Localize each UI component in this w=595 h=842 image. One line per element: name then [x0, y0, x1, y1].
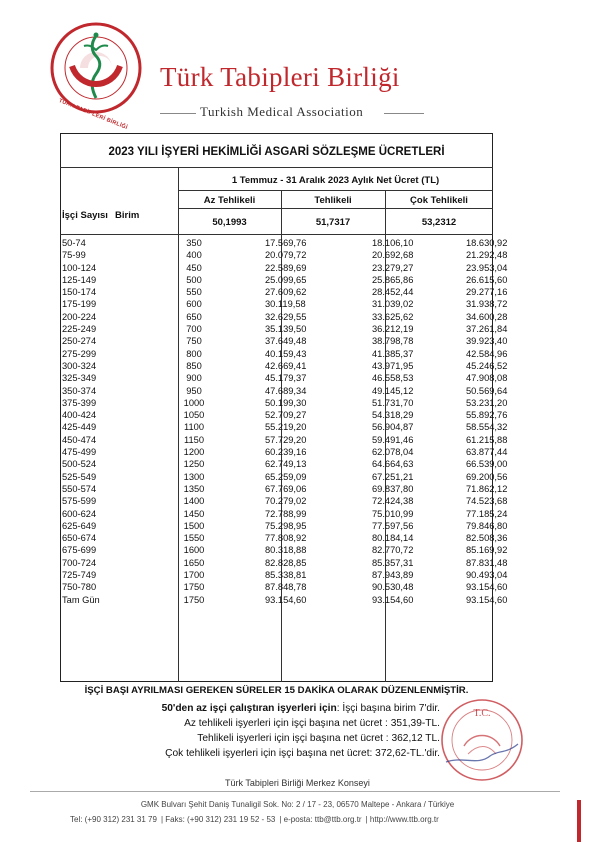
fee-table-body — [60, 237, 508, 606]
table-row — [60, 581, 508, 593]
table-row — [60, 286, 508, 298]
unit-cell: 400 — [186, 250, 202, 261]
worker-range-cell: 200-224 — [62, 311, 97, 322]
cok-tehlikeli-fee-cell: 85.169,92 — [466, 545, 508, 556]
table-row — [60, 520, 508, 532]
worker-range-cell: 500-524 — [62, 459, 97, 470]
worker-range-cell: 75-99 — [62, 250, 86, 261]
footer-contact: Tel: (+90 312) 231 31 79 | Faks: (+90 312) 231 19 52 - 53 | e-posta: ttb@ttb.org.tr | http://www.ttb.org.tr — [70, 815, 439, 824]
az-tehlikeli-fee-cell: 75.298,95 — [265, 520, 307, 531]
az-tehlikeli-fee-cell: 70.279,02 — [265, 496, 307, 507]
tehlikeli-fee-cell: 75.010,99 — [372, 508, 414, 519]
table-row — [60, 360, 508, 372]
footer-title: Türk Tabipleri Birliği Merkez Konseyi — [225, 778, 370, 788]
az-tehlikeli-fee-cell: 22.589,69 — [265, 262, 307, 273]
unit-cell: 700 — [186, 324, 202, 335]
notes-block — [60, 701, 440, 761]
unit-cell: 850 — [186, 360, 202, 371]
az-tehlikeli-fee-cell: 25.099,65 — [265, 274, 307, 285]
worker-range-cell: 175-199 — [62, 299, 97, 310]
cok-tehlikeli-fee-cell: 29.277,16 — [466, 287, 508, 298]
az-tehlikeli-fee-cell: 67.769,06 — [265, 483, 307, 494]
cok-tehlikeli-fee-cell: 63.877,44 — [466, 447, 508, 458]
table-row — [60, 471, 508, 483]
divider — [178, 190, 493, 191]
cok-tehlikeli-fee-cell: 71.862,12 — [466, 483, 508, 494]
table-row — [60, 532, 508, 544]
duration-footnote: İŞÇİ BAŞI AYRILMASI GEREKEN SÜRELER 15 DAKİKA OLARAK DÜZENLENMİŞTİR. — [84, 685, 469, 696]
footer-address: GMK Bulvarı Şehit Daniş Tunaligil Sok. No: 2 / 17 - 23, 06570 Maltepe - Ankara / Türkiye — [140, 800, 455, 809]
note-cok-tehlikeli: Çok tehlikeli işyerleri için işçi başına net ücret: 372,62-TL.'dir. — [165, 748, 440, 759]
table-row — [60, 262, 508, 274]
unit-cell: 800 — [186, 348, 202, 359]
worker-range-cell: 275-299 — [62, 348, 97, 359]
cok-tehlikeli-fee-cell: 82.508,36 — [466, 533, 508, 544]
az-tehlikeli-fee-cell: 80.318,88 — [265, 545, 307, 556]
worker-range-cell: 700-724 — [62, 557, 97, 568]
unit-cell: 900 — [186, 373, 202, 384]
tehlikeli-fee-cell: 56.904,87 — [372, 422, 414, 433]
divider — [178, 208, 493, 209]
cok-tehlikeli-header: Çok Tehlikeli — [410, 195, 468, 206]
table-row — [60, 335, 508, 347]
tehlikeli-fee-cell: 20.692,68 — [372, 250, 414, 261]
az-tehlikeli-fee-cell: 37.649,48 — [265, 336, 307, 347]
tehlikeli-fee-cell: 41.385,37 — [372, 348, 414, 359]
az-tehlikeli-fee-cell: 87.848,78 — [265, 582, 307, 593]
table-row — [60, 323, 508, 335]
tehlikeli-fee-cell: 59.491,46 — [372, 434, 414, 445]
unit-cell: 600 — [186, 299, 202, 310]
table-row — [60, 557, 508, 569]
tehlikeli-fee-cell: 33.625,62 — [372, 311, 414, 322]
unit-cell: 1150 — [184, 434, 204, 445]
unit-cell: 950 — [186, 385, 202, 396]
worker-range-cell: 450-474 — [62, 434, 97, 445]
document-title: 2023 YILI İŞYERİ HEKİMLİĞİ ASGARİ SÖZLEŞME ÜCRETLERİ — [108, 146, 445, 158]
cok-tehlikeli-fee-cell: 53.231,20 — [466, 397, 508, 408]
table-row — [60, 372, 508, 384]
az-tehlikeli-fee-cell: 77.808,92 — [265, 533, 307, 544]
table-row — [60, 385, 508, 397]
footer-web[interactable]: http://www.ttb.org.tr — [369, 815, 439, 824]
az-tehlikeli-fee-cell: 27.609,62 — [265, 287, 307, 298]
unit-cell: 1100 — [184, 422, 204, 433]
cok-tehlikeli-fee-cell: 93.154,60 — [466, 582, 508, 593]
az-tehlikeli-fee-cell: 57.729,20 — [265, 434, 307, 445]
unit-cell: 1300 — [183, 471, 205, 482]
cok-tehlikeli-fee-cell: 55.892,76 — [466, 410, 508, 421]
worker-range-cell: 125-149 — [62, 274, 97, 285]
table-row — [60, 274, 508, 286]
worker-range-cell: 350-374 — [62, 385, 97, 396]
worker-range-cell: 650-674 — [62, 533, 97, 544]
cok-tehlikeli-fee-cell: 42.584,96 — [466, 348, 508, 359]
worker-range-cell: 675-699 — [62, 545, 97, 556]
table-row — [60, 508, 508, 520]
footer-email[interactable]: e-posta: ttb@ttb.org.tr — [283, 815, 362, 824]
unit-cell: 1600 — [183, 545, 205, 556]
unit-cell: 1650 — [183, 557, 205, 568]
table-row — [60, 594, 508, 606]
cok-tehlikeli-fee-cell: 66.539,00 — [466, 459, 508, 470]
unit-cell: 550 — [186, 287, 202, 298]
az-tehlikeli-fee-cell: 47.689,34 — [265, 385, 307, 396]
tehlikeli-fee-cell: 64.664,63 — [372, 459, 414, 470]
unit-cell: 1500 — [183, 520, 205, 531]
cok-tehlikeli-fee-cell: 77.185,24 — [466, 508, 508, 519]
tehlikeli-fee-cell: 87.943,89 — [372, 570, 414, 581]
az-tehlikeli-fee-cell: 50.199,30 — [265, 397, 307, 408]
tehlikeli-fee-cell: 25.865,86 — [372, 274, 414, 285]
tehlikeli-fee-cell: 85.357,31 — [372, 557, 414, 568]
cok-tehlikeli-coefficient: 53,2312 — [421, 217, 457, 228]
worker-range-cell: 375-399 — [62, 397, 97, 408]
worker-range-cell: 475-499 — [62, 447, 97, 458]
tehlikeli-coefficient: 51,7317 — [315, 217, 351, 228]
unit-cell: 1250 — [183, 459, 205, 470]
unit-cell: 1050 — [183, 410, 205, 421]
az-tehlikeli-fee-cell: 17.569,76 — [265, 238, 307, 248]
worker-range-cell: 50-74 — [62, 238, 86, 248]
tehlikeli-fee-cell: 43.971,95 — [372, 360, 414, 371]
cok-tehlikeli-fee-cell: 61.215,88 — [466, 434, 508, 445]
cok-tehlikeli-fee-cell: 23.953,04 — [466, 262, 508, 273]
worker-range-cell: Tam Gün — [62, 594, 100, 605]
table-row — [60, 348, 508, 360]
unit-cell: 450 — [186, 262, 202, 273]
az-tehlikeli-fee-cell: 55.219,20 — [265, 422, 307, 433]
az-tehlikeli-fee-cell: 93.154,60 — [265, 594, 307, 605]
tehlikeli-fee-cell: 54.318,29 — [372, 410, 414, 421]
table-row — [60, 569, 508, 581]
worker-range-cell: 400-424 — [62, 410, 97, 421]
worker-range-cell: 225-249 — [62, 324, 97, 335]
az-tehlikeli-fee-cell: 30.119,58 — [265, 299, 306, 310]
table-row — [60, 434, 508, 446]
tehlikeli-fee-cell: 23.279,27 — [372, 262, 414, 273]
unit-cell: 350 — [186, 238, 202, 248]
unit-cell: 1750 — [183, 594, 205, 605]
cok-tehlikeli-fee-cell: 79.846,80 — [466, 520, 508, 531]
table-row — [60, 458, 508, 470]
unit-cell: 650 — [186, 311, 202, 322]
az-tehlikeli-fee-cell: 52.709,27 — [265, 410, 307, 421]
az-tehlikeli-fee-cell: 60.239,16 — [265, 447, 307, 458]
tehlikeli-fee-cell: 31.039,02 — [372, 299, 414, 310]
tehlikeli-fee-cell: 90.530,48 — [372, 582, 414, 593]
az-tehlikeli-fee-cell: 85.338,81 — [265, 570, 307, 581]
org-subtitle: Turkish Medical Association — [200, 104, 364, 119]
az-tehlikeli-fee-cell: 62.749,13 — [265, 459, 307, 470]
cok-tehlikeli-fee-cell: 50.569,64 — [466, 385, 508, 396]
tehlikeli-fee-cell: 77.597,56 — [372, 520, 414, 531]
unit-cell: 750 — [186, 336, 202, 347]
worker-range-cell: 300-324 — [62, 360, 97, 371]
tehlikeli-fee-cell: 49.145,12 — [372, 385, 414, 396]
worker-range-cell: 150-174 — [62, 287, 97, 298]
cok-tehlikeli-fee-cell: 34.600,28 — [466, 311, 508, 322]
table-row — [60, 397, 508, 409]
az-tehlikeli-fee-cell: 42.669,41 — [265, 360, 307, 371]
unit-cell: 1700 — [183, 570, 205, 581]
footer-phone: Tel: (+90 312) 231 31 79 — [70, 815, 157, 824]
org-name: Türk Tabipleri Birliği — [160, 62, 400, 92]
az-tehlikeli-fee-cell: 65.259,09 — [265, 471, 307, 482]
cok-tehlikeli-fee-cell: 37.261,84 — [466, 324, 508, 335]
worker-range-cell: 550-574 — [62, 483, 97, 494]
az-tehlikeli-coefficient: 50,1993 — [212, 217, 247, 228]
svg-text:T.C.: T.C. — [473, 708, 491, 719]
tehlikeli-fee-cell: 18.106,10 — [372, 238, 414, 248]
table-row — [60, 495, 508, 507]
worker-range-cell: 575-599 — [62, 496, 97, 507]
cok-tehlikeli-fee-cell: 87.831,48 — [466, 557, 508, 568]
cok-tehlikeli-fee-cell: 47.908,08 — [466, 373, 508, 384]
worker-range-cell: 750-780 — [62, 582, 97, 593]
az-tehlikeli-fee-cell: 35.139,50 — [265, 324, 307, 335]
worker-range-cell: 325-349 — [62, 373, 97, 384]
az-tehlikeli-fee-cell: 40.159,43 — [265, 348, 307, 359]
note-tehlikeli: Tehlikeli işyerleri için işçi başına net ücret : 362,12 TL. — [197, 733, 440, 744]
unit-cell: 1450 — [183, 508, 205, 519]
worker-range-cell: 250-274 — [62, 336, 97, 347]
tehlikeli-fee-cell: 80.184,14 — [372, 533, 414, 544]
table-row — [60, 249, 508, 261]
subtitle-rule-left — [160, 113, 196, 114]
table-row — [60, 544, 508, 556]
tehlikeli-fee-cell: 69.837,80 — [372, 483, 414, 494]
divider — [60, 167, 493, 168]
worker-range-cell: 600-624 — [62, 508, 97, 519]
table-row — [60, 483, 508, 495]
cok-tehlikeli-fee-cell: 93.154,60 — [466, 594, 508, 605]
unit-cell: 1750 — [183, 582, 205, 593]
table-row — [60, 298, 508, 310]
unit-cell: 1000 — [183, 397, 205, 408]
unit-cell: 1550 — [183, 533, 205, 544]
note-small-workplaces-bold: 50'den az işçi çalıştıran işyerleri için — [161, 703, 337, 714]
worker-range-cell: 725-749 — [62, 570, 97, 581]
az-tehlikeli-fee-cell: 82.828,85 — [265, 557, 307, 568]
tehlikeli-fee-cell: 93.154,60 — [372, 594, 414, 605]
cok-tehlikeli-fee-cell: 69.200,56 — [466, 471, 508, 482]
note-small-workplaces-rest: : İşçi başına birim 7'dir. — [336, 703, 440, 714]
tehlikeli-fee-cell: 51.731,70 — [372, 397, 414, 408]
worker-range-cell: 525-549 — [62, 471, 97, 482]
tehlikeli-fee-cell: 46.558,53 — [372, 373, 414, 384]
tehlikeli-fee-cell: 38.798,78 — [372, 336, 414, 347]
cok-tehlikeli-fee-cell: 18.630,92 — [466, 238, 508, 248]
tehlikeli-fee-cell: 82.770,72 — [372, 545, 414, 556]
cok-tehlikeli-fee-cell: 45.246,52 — [466, 360, 508, 371]
cok-tehlikeli-fee-cell: 58.554,32 — [466, 422, 508, 433]
az-tehlikeli-fee-cell: 72.788,99 — [265, 508, 307, 519]
divider — [60, 234, 493, 235]
official-stamp — [438, 696, 526, 784]
tehlikeli-fee-cell: 72.424,38 — [372, 496, 414, 507]
tehlikeli-fee-cell: 67.251,21 — [372, 471, 414, 482]
period-label: 1 Temmuz - 31 Aralık 2023 Aylık Net Ücret (TL) — [231, 175, 440, 186]
tehlikeli-fee-cell: 36.212,19 — [372, 324, 414, 335]
unit-cell: 1400 — [183, 496, 205, 507]
cok-tehlikeli-fee-cell: 74.523,68 — [466, 496, 508, 507]
footer-fax: Faks: (+90 312) 231 19 52 - 53 — [165, 815, 276, 824]
unit-cell: 500 — [186, 274, 202, 285]
workers-column-header: İşçi Sayısı — [62, 210, 108, 221]
note-small-workplaces — [60, 701, 440, 716]
footer-divider — [30, 791, 560, 792]
cok-tehlikeli-fee-cell: 90.493,04 — [466, 570, 508, 581]
tehlikeli-header: Tehlikeli — [314, 195, 352, 206]
table-row — [60, 237, 508, 249]
unit-cell: 1200 — [183, 447, 205, 458]
worker-range-cell: 625-649 — [62, 520, 97, 531]
note-az-tehlikeli: Az tehlikeli işyerleri için işçi başına net ücret : 351,39-TL. — [184, 718, 440, 729]
cok-tehlikeli-fee-cell: 26.615,60 — [466, 274, 508, 285]
unit-cell: 1350 — [183, 483, 205, 494]
tehlikeli-fee-cell: 28.452,44 — [372, 287, 414, 298]
cok-tehlikeli-fee-cell: 21.292,48 — [466, 250, 508, 261]
az-tehlikeli-fee-cell: 20.079,72 — [265, 250, 307, 261]
table-row — [60, 446, 508, 458]
unit-column-header: Birim — [115, 210, 140, 221]
az-tehlikeli-header: Az Tehlikeli — [203, 195, 256, 206]
cok-tehlikeli-fee-cell: 39.923,40 — [466, 336, 508, 347]
subtitle-rule-right — [384, 113, 424, 114]
worker-range-cell: 425-449 — [62, 422, 97, 433]
table-row — [60, 421, 508, 433]
footer-accent-bar — [577, 800, 581, 842]
table-row — [60, 311, 508, 323]
cok-tehlikeli-fee-cell: 31.938,72 — [466, 299, 508, 310]
worker-range-cell: 100-124 — [62, 262, 97, 273]
table-row — [60, 409, 508, 421]
az-tehlikeli-fee-cell: 45.179,37 — [265, 373, 307, 384]
tehlikeli-fee-cell: 62.078,04 — [372, 447, 414, 458]
az-tehlikeli-fee-cell: 32.629,55 — [265, 311, 307, 322]
logo-lettering: TÜRK TABİPLERİ BİRLİĞİ — [57, 98, 129, 132]
